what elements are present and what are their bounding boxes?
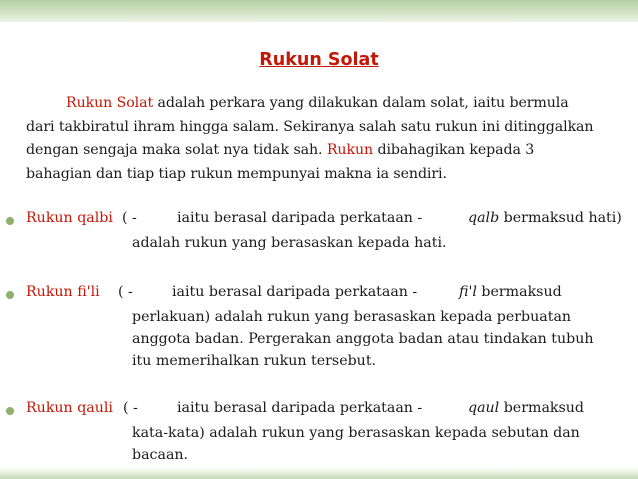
top-decorative-bar bbox=[0, 0, 638, 22]
term-rukun-fili: Rukun fi'li bbox=[26, 284, 100, 300]
continuation-line: itu memerihalkan rukun tersebut. bbox=[132, 353, 377, 369]
intro-line3-red: Rukun bbox=[326, 142, 374, 158]
continuation-text bbox=[132, 232, 632, 254]
bullet-dot-icon bbox=[6, 217, 14, 225]
intro-line4: bahagian dan tiap tiap rukun mempunyai makna ia sendiri. bbox=[26, 165, 447, 182]
term-rukun-qalbi: Rukun qalbi bbox=[26, 210, 113, 226]
paren-dash: ( - bbox=[118, 284, 133, 300]
origin-word-qaul: qaul bermaksud bbox=[468, 400, 584, 416]
intro-paragraph bbox=[26, 92, 632, 186]
continuation-line: anggota badan. Pergerakan anggota badan atau tindakan tubuh bbox=[132, 331, 594, 347]
origin-word-qalb: qalb bermaksud hati) bbox=[468, 210, 622, 226]
paren-dash: ( - bbox=[123, 400, 138, 416]
paren-dash: ( - bbox=[122, 210, 137, 226]
slide-title: Rukun Solat bbox=[259, 50, 379, 70]
intro-line2: dari takbiratul ihram hingga salam. Sekiranya salah satu rukun ini ditinggalkan bbox=[26, 118, 594, 135]
continuation-line: perlakuan) adalah rukun yang berasaskan kepada perbuatan bbox=[132, 309, 572, 325]
continuation-line: kata-kata) adalah rukun yang berasaskan kepada sebutan dan bbox=[132, 425, 580, 441]
continuation-line: bacaan. bbox=[132, 447, 189, 463]
explanation-text: iaitu berasal daripada perkataan - bbox=[177, 210, 423, 226]
origin-word-fil: fi'l bermaksud bbox=[459, 284, 562, 300]
bullet-dot-icon bbox=[6, 291, 14, 299]
intro-line1: adalah perkara yang dilakukan dalam solat, iaitu bermula bbox=[153, 95, 569, 111]
continuation-text bbox=[132, 306, 632, 372]
term-rukun-qauli: Rukun qauli bbox=[26, 400, 113, 416]
bullet-dot-icon bbox=[6, 407, 14, 415]
explanation-text: iaitu berasal daripada perkataan - bbox=[172, 284, 418, 300]
continuation-line: adalah rukun yang berasaskan kepada hati. bbox=[132, 235, 447, 251]
intro-lead-term: Rukun Solat bbox=[66, 95, 154, 111]
intro-line3-a: dengan sengaja maka solat nya tidak sah. bbox=[26, 142, 327, 158]
bottom-decorative-bar bbox=[0, 467, 638, 479]
continuation-text bbox=[132, 422, 632, 466]
intro-line3-b: dibahagikan kepada 3 bbox=[373, 142, 535, 158]
explanation-text: iaitu berasal daripada perkataan - bbox=[177, 400, 423, 416]
